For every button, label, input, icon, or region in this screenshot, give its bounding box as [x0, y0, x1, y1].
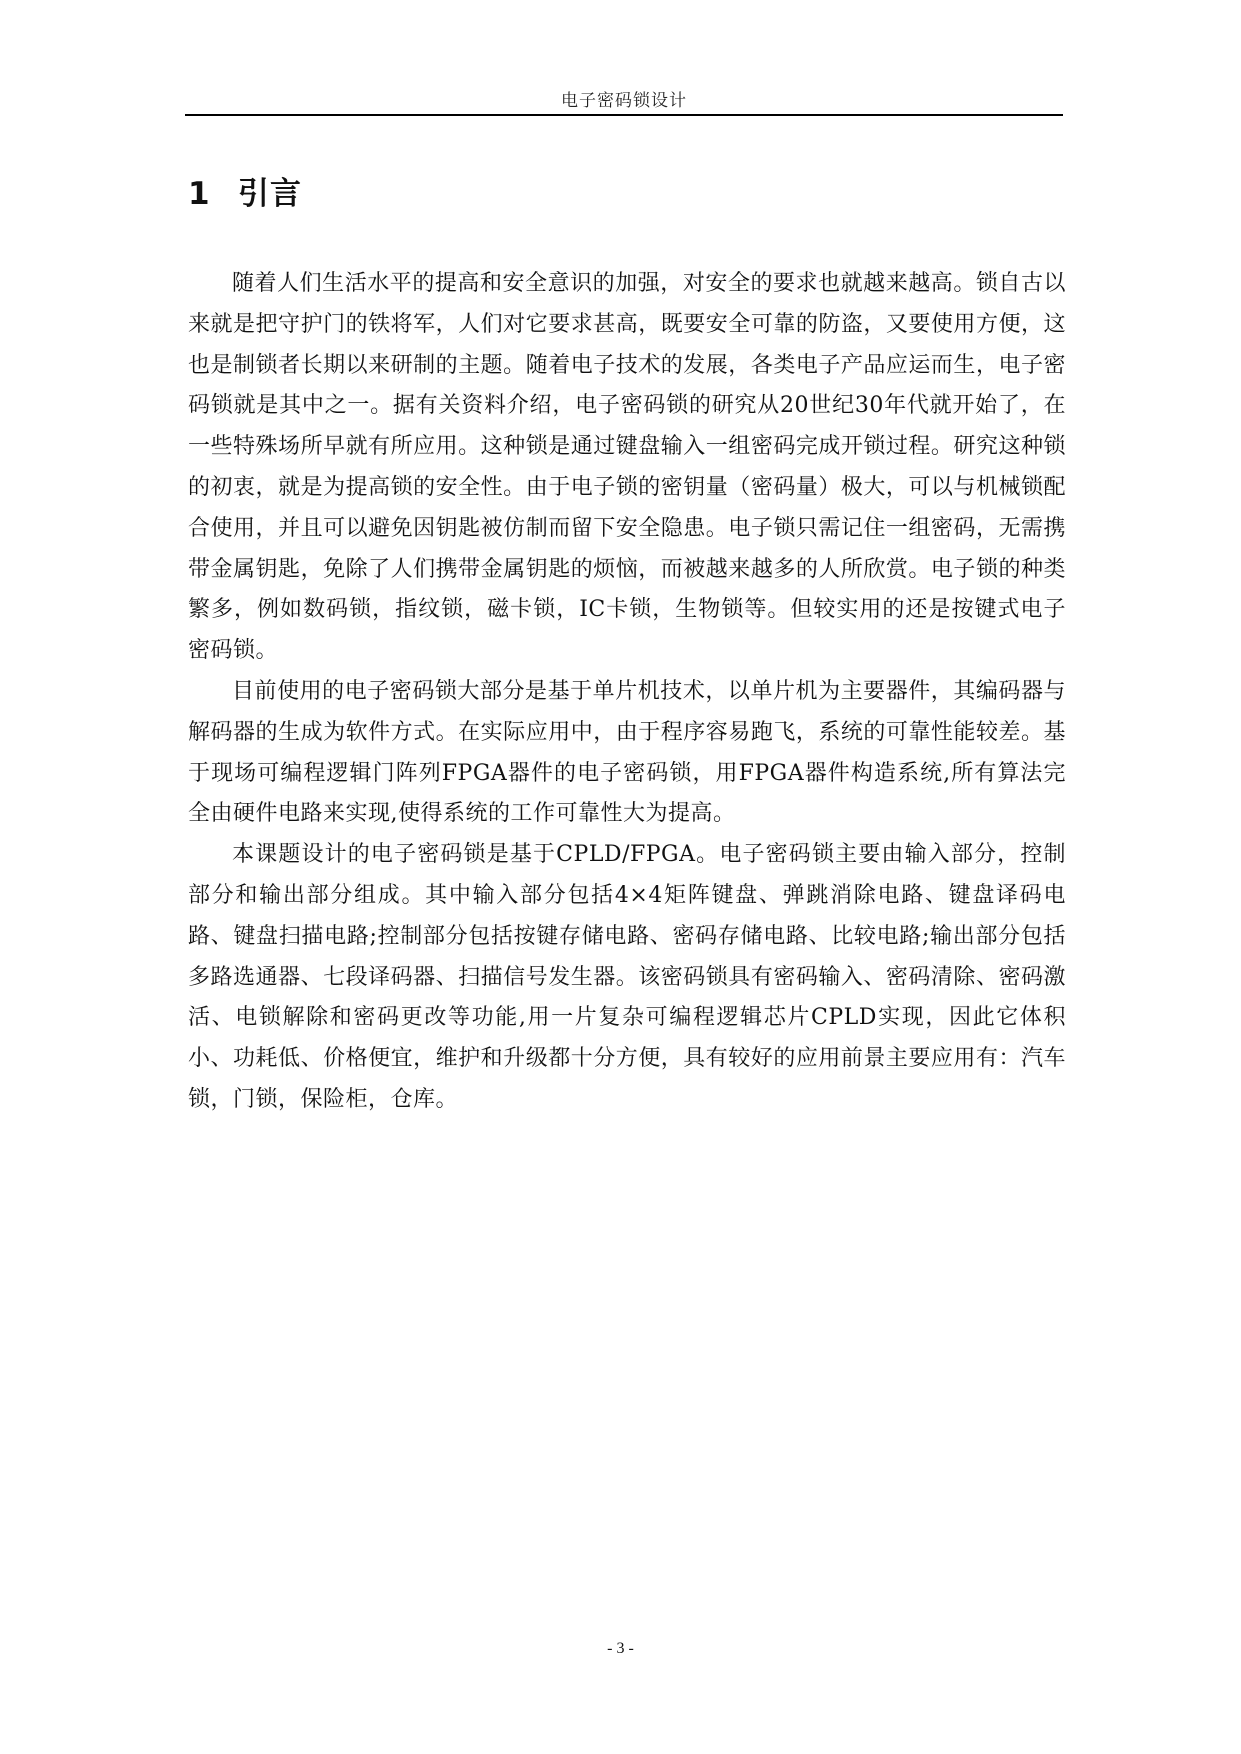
- running-header: 电子密码锁设计: [561, 91, 687, 111]
- body-text: [188, 264, 1066, 1121]
- paragraph-3: 本课题设计的电子密码锁是基于CPLD/FPGA。电子密码锁主要由输入部分，控制部分和输出部分组成。其中输入部分包括4×4矩阵键盘、弹跳消除电路、键盘译码电路、键盘扫描电路;控制部分包括按键存储电路、密码存储电路、比较电路;输出部分包括多路选通器、七段译码器、扫描信号发生器。该密码锁具有密码输入、密码清除、密码激活、电锁解除和密码更改等功能,用一片复杂可编程逻辑芯片CPLD实现，因此它体积小、功耗低、价格便宜，维护和升级都十分方便，具有较好的应用前景主要应用有：汽车锁，门锁，保险柜，仓库。: [188, 842, 1066, 1112]
- page-number: - 3 -: [607, 1640, 634, 1657]
- paragraph-1: 随着人们生活水平的提高和安全意识的加强，对安全的要求也就越来越高。锁自古以来就是把守护门的铁将军，人们对它要求甚高，既要安全可靠的防盗，又要使用方便，这也是制锁者长期以来研制的主题。随着电子技术的发展，各类电子产品应运而生，电子密码锁就是其中之一。据有关资料介绍，电子密码锁的研究从20世纪30年代就开始了，在一些特殊场所早就有所应用。这种锁是通过键盘输入一组密码完成开锁过程。研究这种锁的初衷，就是为提高锁的安全性。由于电子锁的密钥量（密码量）极大，可以与机械锁配合使用，并且可以避免因钥匙被仿制而留下安全隐患。电子锁只需记住一组密码，无需携带金属钥匙，免除了人们携带金属钥匙的烦恼，而被越来越多的人所欣赏。电子锁的种类繁多，例如数码锁，指纹锁，磁卡锁，IC卡锁，生物锁等。但较实用的还是按键式电子密码锁。: [188, 271, 1066, 664]
- paragraph-2: 目前使用的电子密码锁大部分是基于单片机技术，以单片机为主要器件，其编码器与解码器的生成为软件方式。在实际应用中，由于程序容易跑飞，系统的可靠性能较差。基于现场可编程逻辑门阵列FPGA器件的电子密码锁，用FPGA器件构造系统,所有算法完全由硬件电路来实现,使得系统的工作可靠性大为提高。: [188, 678, 1066, 827]
- section-number: 1: [188, 176, 211, 212]
- section-title: 引言: [238, 176, 302, 212]
- section-heading: [188, 168, 302, 213]
- header-rule: [185, 114, 1063, 116]
